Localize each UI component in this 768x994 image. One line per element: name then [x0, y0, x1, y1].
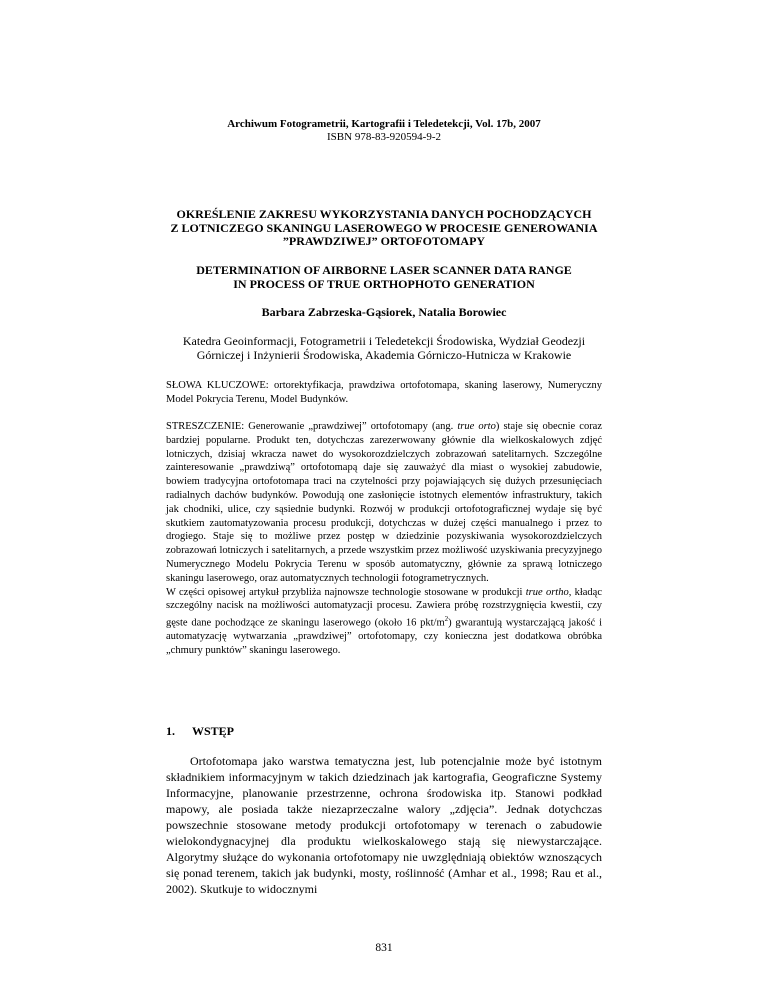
keywords: SŁOWA KLUCZOWE: ortorektyfikacja, prawdziwa ortofotomapa, skaning laserowy, Numeryczny Model Pokrycia Terenu, Model Budynków. — [166, 380, 602, 405]
abstract-italic-term: true orto — [457, 421, 496, 432]
title-english-line: DETERMINATION OF AIRBORNE LASER SCANNER DATA RANGE — [196, 263, 572, 277]
abstract-text: , kładąc szczególny nacisk na możliwości automatyzacji procesu. Zawiera próbę rozstrzygnięcia kwestii, czy gęste dane pochodzące ze skaningu laserowego (około 16 pkt/m — [166, 586, 603, 629]
title-polish-line: Z LOTNICZEGO SKANINGU LASEROWEGO W PROCESIE GENEROWANIA — [170, 220, 598, 235]
abstract-italic-term: true ortho — [525, 586, 569, 598]
title-english — [0, 264, 768, 291]
superscript: 2 — [444, 615, 449, 624]
journal-header — [0, 118, 768, 143]
abstract-text: ) staje się obecnie coraz bardziej popularne. Produkt ten, dotychczas zarezerwowany głównie dla wielkoskalowych zdjęć lotniczych, dzisiaj wkracza nawet do wysokorozdzielczych zobrazowań satelitarnych. Szczególne zainteresowanie „prawdziwą” ortofotomapą daje się zauważyć dla miast o wysokiej zabudowie, bowiem tradycyjna ortofotomapa traci na czytelności przy pojawiających się dużych przesunięciach radialnych dachów budynków. Powodują one zasłonięcie istotnych elementów infrastruktury, takich jak chodniki, ulice, czy sąsiednie budynki. Rozwój w produkcji ortofotograficznej wydaje się być skutkiem zautomatyzowania procesu produkcji, dotychczas w dużej części manualnego i przez to drogiego. Staje się to możliwe przez postęp w dziedzinie pozyskiwania wysokorozdzielczych zobrazowań lotniczych i satelitarnych, a przede wszystkim przez możliwość uzyskiwania precyzyjnego Numerycznego Modelu Pokrycia Terenu w sposób automatyczny, głównie za sprawą lotniczego skaningu laserowego, oraz automatycznych technologii fotogrametrycznych. — [166, 421, 603, 584]
affiliation — [0, 334, 768, 362]
abstract-text: ) gwarantują wystarczającą jakość i automatyzację wytwarzania „prawdziwej” ortofotomapy, czy konieczna jest dodatkowa obróbka „chmury punktów” skaningu laserowego. — [166, 617, 602, 657]
section-number: 1. — [166, 724, 175, 738]
abstract-paragraph — [166, 586, 602, 658]
journal-title: Archiwum Fotogrametrii, Kartografii i Teledetekcji, Vol. 17b, 2007 — [227, 118, 541, 130]
title-polish — [0, 208, 768, 249]
abstract — [166, 420, 602, 658]
abstract-paragraph — [166, 420, 602, 586]
abstract-text: STRESZCZENIE: Generowanie „prawdziwej” ortofotomapy (ang. — [166, 421, 458, 432]
section-heading — [166, 724, 234, 739]
title-polish-line: ”PRAWDZIWEJ” ORTOFOTOMAPY — [282, 234, 486, 248]
affiliation-line: Górniczej i Inżynierii Środowiska, Akademia Górniczo-Hutnicza w Krakowie — [196, 348, 572, 362]
page-number: 831 — [375, 942, 393, 954]
isbn: ISBN 978-83-920594-9-2 — [327, 130, 441, 143]
title-english-line: IN PROCESS OF TRUE ORTHOPHOTO GENERATION — [233, 276, 535, 291]
abstract-text: W części opisowej artykuł przybliża najnowsze technologie stosowane w produkcji — [166, 586, 526, 598]
title-polish-line: OKREŚLENIE ZAKRESU WYKORZYSTANIA DANYCH POCHODZĄCYCH — [176, 207, 592, 221]
body-paragraph: Ortofotomapa jako warstwa tematyczna jest, lub potencjalnie może być istotnym składnikiem informacyjnym w takich dziedzinach jak kartografia, Geograficzne Systemy Informacyjne, planowanie przestrzenne, ochrona środowiska itp. Stanowi podkład mapowy, ale posiada także niezaprzeczalne walory „zdjęcia”. Jednak dotychczas powszechnie stosowane metody produkcji ortofotomapy w terenach o zabudowie wielokondygnacyjnej dla produktu wielkoskalowego stają się niewystarczające. Algorytmy służące do wykonania ortofotomapy nie uwzględniają obiektów wznoszących się ponad terenem, takich jak budynki, mosty, roślinność (Amhar et al., 1998; Rau et al., 2002). Skutkuje to widocznymi — [166, 754, 602, 896]
section-title: WSTĘP — [192, 724, 235, 738]
affiliation-line: Katedra Geoinformacji, Fotogrametrii i Teledetekcji Środowiska, Wydział Geodezji — [182, 334, 586, 348]
authors: Barbara Zabrzeska-Gąsiorek, Natalia Borowiec — [261, 305, 507, 319]
body-text — [166, 753, 602, 897]
